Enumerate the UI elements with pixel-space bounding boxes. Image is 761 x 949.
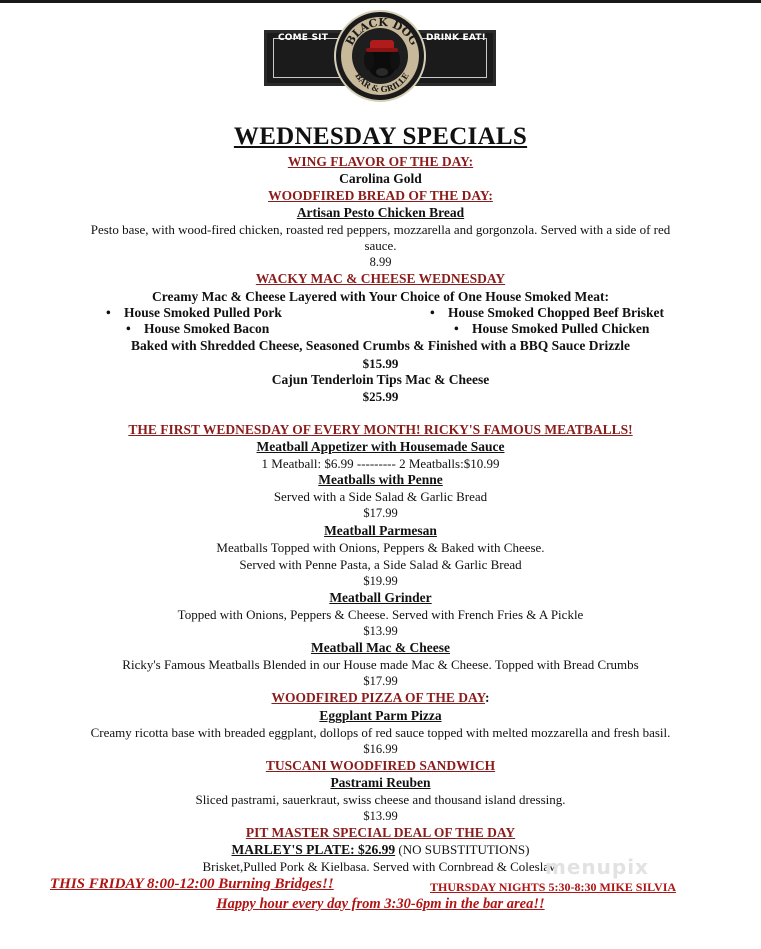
meatball-item-desc: Meatballs Topped with Onions, Peppers & Baked with Cheese. xyxy=(216,540,545,555)
meatball-item-name: Meatball Mac & Cheese xyxy=(310,640,451,655)
mac-heading: WACKY MAC & CHEESE WEDNESDAY xyxy=(255,271,506,286)
logo-badge xyxy=(334,10,426,102)
pitmaster-description: Brisket,Pulled Pork & Kielbasa. Served with Cornbread & Coleslaw xyxy=(202,859,559,874)
logo-left-tag: COME SIT xyxy=(278,33,329,43)
logo-brand-bottom: BAR & GRILLE xyxy=(353,70,411,95)
top-border xyxy=(0,0,761,3)
sandwich-price: $13.99 xyxy=(363,809,398,823)
mac-option: • House Smoked Pulled Chicken xyxy=(454,321,650,336)
pizza-heading: WOODFIRED PIZZA OF THE DAY xyxy=(271,690,486,705)
mac-alt-price: $25.99 xyxy=(362,389,399,404)
sandwich-heading: TUSCANI WOODFIRED SANDWICH xyxy=(265,758,496,773)
meatball-item-price: $19.99 xyxy=(363,574,398,588)
thursday-event: THURSDAY NIGHTS 5:30-8:30 MIKE SILVIA xyxy=(430,880,677,894)
mac-alt-name: Cajun Tenderloin Tips Mac & Cheese xyxy=(271,372,490,387)
mac-finish: Baked with Shredded Cheese, Seasoned Crumbs & Finished with a BBQ Sauce Drizzle xyxy=(131,338,630,353)
bread-description: Pesto base, with wood-fired chicken, roasted red peppers, mozzarella and gorgonzola. Served with a side of red xyxy=(90,222,671,237)
mac-option-label: House Smoked Chopped Beef Brisket xyxy=(448,305,665,320)
pizza-heading-row xyxy=(0,690,761,706)
meatball-item-desc: 1 Meatball: $6.99 --------- 2 Meatballs:$10.99 xyxy=(261,456,500,471)
mac-option: • House Smoked Chopped Beef Brisket xyxy=(430,305,665,320)
mac-intro: Creamy Mac & Cheese Layered with Your Choice of One House Smoked Meat: xyxy=(152,289,609,304)
bread-heading: WOODFIRED BREAD OF THE DAY: xyxy=(268,188,493,203)
bread-description-cont: sauce. xyxy=(364,238,397,253)
happy-hour: Happy hour every day from 3:30-6pm in the bar area!! xyxy=(216,896,545,912)
black-dog-logo xyxy=(264,10,496,106)
mac-option-label: House Smoked Pulled Pork xyxy=(124,305,282,320)
mac-option: • House Smoked Pulled Pork xyxy=(106,305,282,320)
meatball-item-name: Meatball Parmesan xyxy=(324,523,437,538)
meatball-item-name: Meatball Appetizer with Housemade Sauce xyxy=(256,439,505,454)
logo-right-tag: DRINK EAT! xyxy=(425,33,486,43)
meatball-item-desc: Served with Penne Pasta, a Side Salad & Garlic Bread xyxy=(239,557,522,572)
pitmaster-heading: PIT MASTER SPECIAL DEAL OF THE DAY xyxy=(245,825,516,840)
page-title: WEDNESDAY SPECIALS xyxy=(233,123,528,150)
meatball-item-price: $17.99 xyxy=(363,674,398,688)
meatball-item-desc: Served with a Side Salad & Garlic Bread xyxy=(273,489,488,504)
pitmaster-note: (NO SUBSTITUTIONS) xyxy=(395,842,530,857)
meatball-item-name: Meatball Grinder xyxy=(329,590,432,605)
bread-name: Artisan Pesto Chicken Bread xyxy=(296,205,465,220)
bread-price: 8.99 xyxy=(369,255,392,269)
mac-option-label: House Smoked Bacon xyxy=(144,321,270,336)
pizza-description: Creamy ricotta base with breaded eggplant, dollops of red sauce topped with melted mozzarella and fresh basil. xyxy=(90,725,671,740)
pizza-price: $16.99 xyxy=(363,742,398,756)
pitmaster-plate: MARLEY'S PLATE: $26.99 xyxy=(231,842,396,857)
friday-event: THIS FRIDAY 8:00-12:00 Burning Bridges!! xyxy=(50,876,334,892)
mac-price: $15.99 xyxy=(362,356,399,371)
logo-brand-top: BLACK DOG xyxy=(343,15,421,48)
mac-option: • House Smoked Bacon xyxy=(126,321,270,336)
sandwich-name: Pastrami Reuben xyxy=(330,775,431,790)
pizza-heading-colon: : xyxy=(485,690,490,705)
wing-flavor: Carolina Gold xyxy=(339,171,422,186)
pizza-name: Eggplant Parm Pizza xyxy=(319,708,442,723)
watermark: menupix xyxy=(545,855,649,879)
wing-heading: WING FLAVOR OF THE DAY: xyxy=(287,154,474,169)
meatballs-heading: THE FIRST WEDNESDAY OF EVERY MONTH! RICKY'S FAMOUS MEATBALLS! xyxy=(128,422,633,437)
meatball-item-desc: Ricky's Famous Meatballs Blended in our House made Mac & Cheese. Topped with Bread Crumbs xyxy=(122,657,639,672)
meatball-item-desc: Topped with Onions, Peppers & Cheese. Served with French Fries & A Pickle xyxy=(177,607,584,622)
mac-option-label: House Smoked Pulled Chicken xyxy=(472,321,650,336)
dog-emblem-icon xyxy=(336,12,428,104)
sandwich-description: Sliced pastrami, sauerkraut, swiss cheese and thousand island dressing. xyxy=(195,792,566,807)
meatball-item-price: $17.99 xyxy=(363,506,398,520)
meatball-item-price: $13.99 xyxy=(363,624,398,638)
meatball-item-name: Meatballs with Penne xyxy=(318,472,443,487)
